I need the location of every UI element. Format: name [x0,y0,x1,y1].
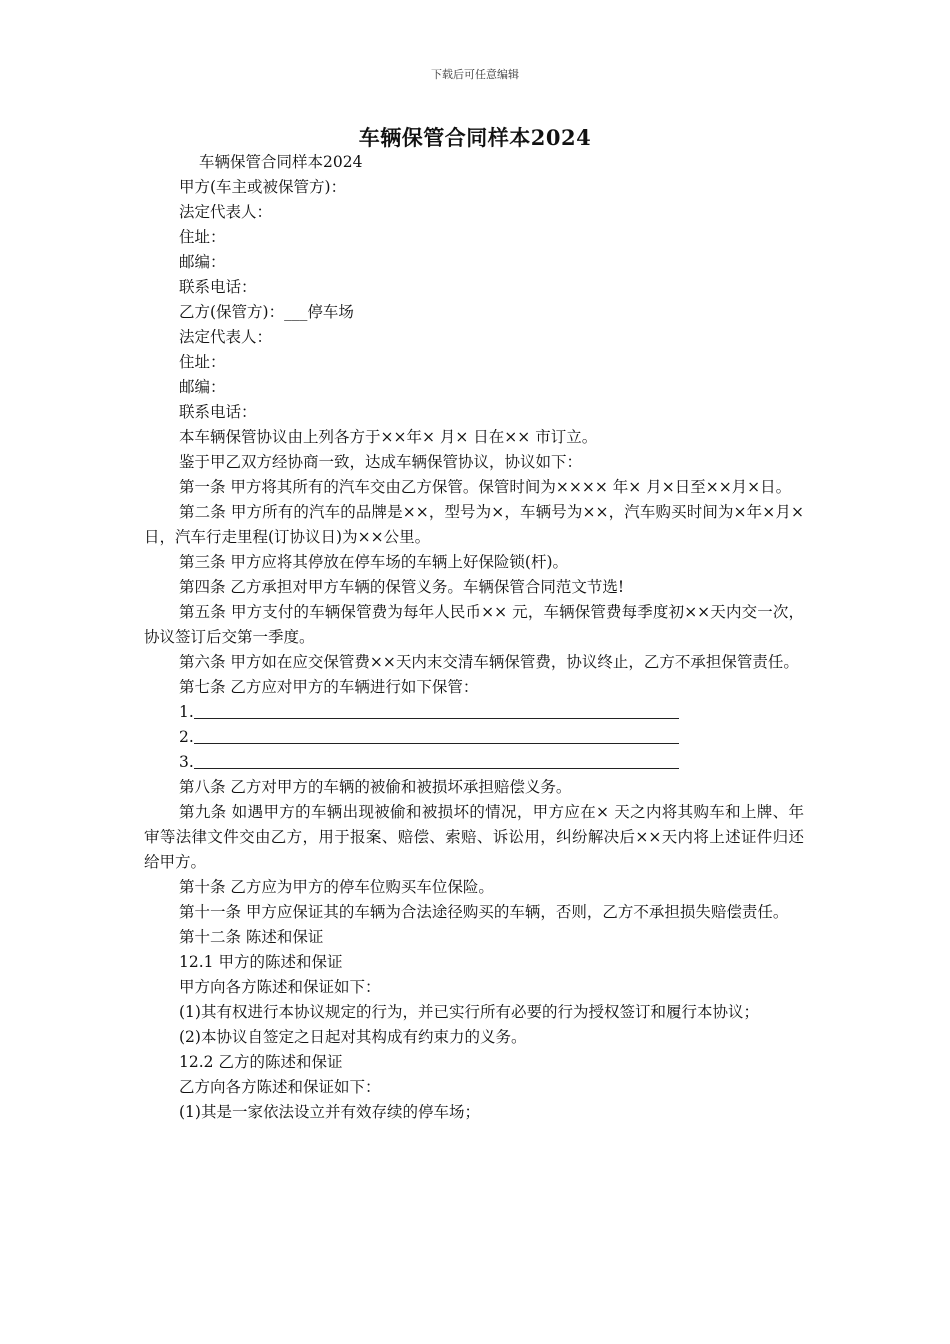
list-item [144,700,804,725]
list-item [144,725,804,750]
article-4: 第四条 乙方承担对甲方车辆的保管义务。车辆保管合同范文节选! [179,578,625,596]
party-a-postcode: 邮编： [179,253,226,271]
list-item-number: 2. [179,728,194,746]
party-b-phone: 联系电话： [179,403,257,421]
party-a-phone: 联系电话： [179,278,257,296]
subtitle-paragraph: 车辆保管合同样本2024 [199,153,363,171]
party-b-postcode: 邮编： [179,378,226,396]
party-b-label: 乙方(保管方)：___停车场 [179,303,354,321]
party-b-address: 住址： [179,353,226,371]
intro-paragraph: 本车辆保管协议由上列各方于××年× 月× 日在×× 市订立。 [179,428,598,446]
section-12-1: 12.1 甲方的陈述和保证 [179,953,343,971]
list-item [144,750,804,775]
article-1: 第一条 甲方将其所有的汽车交由乙方保管。保管时间为×××× 年× 月×日至××月×日。 [179,478,792,496]
party-b-statement-intro: 乙方向各方陈述和保证如下： [179,1078,381,1096]
fill-in-blank [194,753,679,769]
list-item-number: 3. [179,753,194,771]
preamble-paragraph: 鉴于甲乙双方经协商一致，达成车辆保管协议，协议如下： [179,453,583,471]
article-5: 第五条 甲方支付的车辆保管费为每年人民币×× 元，车辆保管费每季度初××天内交一次，协议签订后交第一季度。 [144,603,804,646]
party-a-address: 住址： [179,228,226,246]
article-6: 第六条 甲方如在应交保管费××天内末交清车辆保管费，协议终止，乙方不承担保管责任。 [179,653,799,671]
party-a-statement-2: (2)本协议自签定之日起对其构成有约束力的义务。 [179,1028,527,1046]
header-note: 下载后可任意编辑 [431,68,519,81]
article-7: 第七条 乙方应对甲方的车辆进行如下保管： [179,678,479,696]
document-title: 车辆保管合同样本2024 [358,125,592,150]
party-a-statement-1: (1)其有权进行本协议规定的行为，并已实行所有必要的行为授权签订和履行本协议； [179,1003,759,1021]
article-8: 第八条 乙方对甲方的车辆的被偷和被损坏承担赔偿义务。 [179,778,572,796]
section-12-2: 12.2 乙方的陈述和保证 [179,1053,343,1071]
article-2: 第二条 甲方所有的汽车的品牌是××，型号为×，车辆号为××，汽车购买时间为×年×月×日，汽车行走里程(订协议日)为××公里。 [144,503,804,546]
party-a-label: 甲方(车主或被保管方)： [179,178,347,196]
fill-in-blank [194,703,679,719]
party-b-representative: 法定代表人： [179,328,273,346]
article-11: 第十一条 甲方应保证其的车辆为合法途径购买的车辆，否则，乙方不承担损失赔偿责任。 [179,903,789,921]
party-a-representative: 法定代表人： [179,203,273,221]
article-10: 第十条 乙方应为甲方的停车位购买车位保险。 [179,878,494,896]
fill-in-blank [194,728,679,744]
party-b-statement-1: (1)其是一家依法设立并有效存续的停车场； [179,1103,480,1121]
article-3: 第三条 甲方应将其停放在停车场的车辆上好保险锁(杆)。 [179,553,569,571]
party-a-statement-intro: 甲方向各方陈述和保证如下： [179,978,381,996]
article-9: 第九条 如遇甲方的车辆出现被偷和被损坏的情况，甲方应在× 天之内将其购车和上牌、年审等法律文件交由乙方，用于报案、赔偿、索赔、诉讼用，纠纷解决后××天内将上述证件归还给甲方。 [144,803,804,871]
article-12: 第十二条 陈述和保证 [179,928,324,946]
list-item-number: 1. [179,703,194,721]
document-body [144,150,804,1125]
